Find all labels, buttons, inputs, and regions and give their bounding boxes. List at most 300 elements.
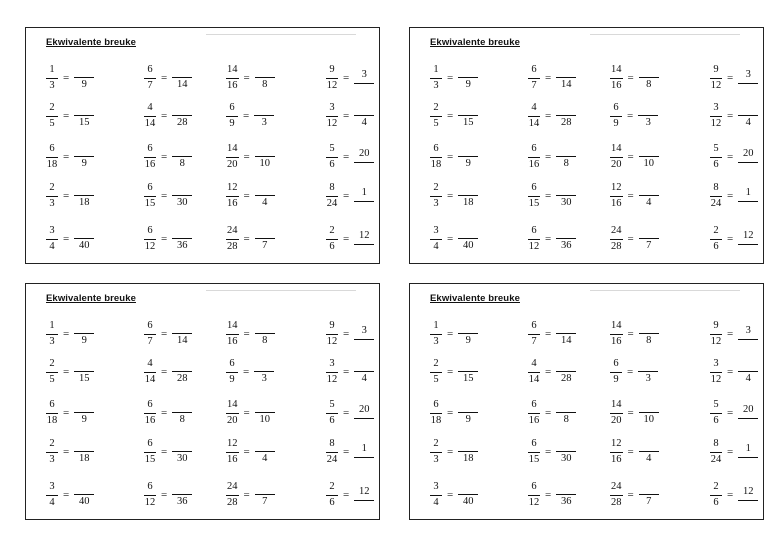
denominator: 16 xyxy=(528,158,540,170)
fraction-equation xyxy=(610,144,659,170)
fraction-equation xyxy=(430,144,478,170)
given-fraction xyxy=(46,482,58,508)
numerator xyxy=(74,321,94,334)
given-fraction xyxy=(46,400,58,426)
numerator xyxy=(255,183,275,196)
answer-fraction xyxy=(738,487,758,503)
answer-fraction xyxy=(354,326,374,342)
given-fraction xyxy=(144,144,156,170)
numerator xyxy=(172,144,192,157)
denominator: 8 xyxy=(179,414,185,426)
denominator: 3 xyxy=(433,79,439,91)
answer-fraction xyxy=(458,65,478,91)
denominator: 30 xyxy=(560,453,572,465)
denominator: 20 xyxy=(227,414,238,426)
denominator: 28 xyxy=(611,496,622,508)
denominator: 12 xyxy=(710,79,722,91)
denominator: 16 xyxy=(227,197,238,209)
denominator: 7 xyxy=(147,79,153,91)
fraction-equation xyxy=(144,321,192,347)
numerator xyxy=(74,103,94,116)
given-fraction xyxy=(326,400,338,426)
equals-sign: = xyxy=(727,109,734,122)
given-fraction xyxy=(226,439,239,465)
numerator xyxy=(556,439,576,452)
denominator xyxy=(739,458,757,460)
numerator: 9 xyxy=(710,65,722,79)
given-fraction xyxy=(528,103,540,129)
denominator: 18 xyxy=(78,197,90,209)
given-fraction xyxy=(430,226,442,252)
denominator: 9 xyxy=(229,373,235,385)
numerator xyxy=(354,103,374,116)
equals-sign: = xyxy=(63,189,70,202)
numerator: 12 xyxy=(354,231,374,245)
numerator xyxy=(556,226,576,239)
numerator: 12 xyxy=(738,487,758,501)
answer-fraction xyxy=(255,482,275,508)
given-fraction xyxy=(46,65,58,91)
denominator: 24 xyxy=(710,197,722,209)
numerator xyxy=(255,144,275,157)
given-fraction xyxy=(528,400,540,426)
equals-sign: = xyxy=(243,71,250,84)
numerator xyxy=(639,226,659,239)
answer-fraction xyxy=(738,359,758,385)
given-fraction xyxy=(610,226,623,252)
denominator: 24 xyxy=(326,453,338,465)
fraction-equation xyxy=(528,226,576,252)
numerator xyxy=(458,65,478,78)
numerator xyxy=(74,439,94,452)
given-fraction xyxy=(710,321,722,347)
numerator: 6 xyxy=(610,359,622,373)
numerator: 3 xyxy=(46,482,58,496)
denominator: 8 xyxy=(563,414,569,426)
equals-sign: = xyxy=(627,488,634,501)
equals-sign: = xyxy=(447,150,454,163)
numerator: 14 xyxy=(226,321,239,335)
denominator: 3 xyxy=(433,335,439,347)
equals-sign: = xyxy=(627,445,634,458)
denominator: 15 xyxy=(528,453,540,465)
given-fraction xyxy=(144,226,156,252)
equals-sign: = xyxy=(447,406,454,419)
denominator: 9 xyxy=(465,79,471,91)
denominator: 6 xyxy=(329,414,335,426)
worksheet-title: Ekwivalente breuke xyxy=(46,37,136,48)
answer-fraction xyxy=(74,482,94,508)
denominator: 14 xyxy=(144,117,156,129)
numerator: 3 xyxy=(354,326,374,340)
numerator xyxy=(556,65,576,78)
numerator xyxy=(172,439,192,452)
denominator: 5 xyxy=(49,117,55,129)
answer-fraction xyxy=(639,439,659,465)
given-fraction xyxy=(144,321,156,347)
numerator xyxy=(638,359,658,372)
numerator xyxy=(458,359,478,372)
answer-fraction xyxy=(556,103,576,129)
given-fraction xyxy=(430,482,442,508)
numerator: 2 xyxy=(46,103,58,117)
answer-fraction xyxy=(354,444,374,460)
denominator: 20 xyxy=(227,158,238,170)
numerator: 6 xyxy=(528,439,540,453)
equals-sign: = xyxy=(161,445,168,458)
equals-sign: = xyxy=(243,327,250,340)
fraction-equation xyxy=(430,321,478,347)
numerator: 14 xyxy=(610,144,623,158)
numerator: 1 xyxy=(430,321,442,335)
denominator: 6 xyxy=(329,158,335,170)
numerator xyxy=(556,482,576,495)
answer-fraction xyxy=(639,482,659,508)
numerator: 6 xyxy=(144,65,156,79)
given-fraction xyxy=(46,144,58,170)
fraction-equation xyxy=(710,103,758,129)
denominator: 4 xyxy=(745,373,751,385)
fraction-equation xyxy=(46,439,94,465)
denominator: 28 xyxy=(227,240,238,252)
fraction-equation xyxy=(430,400,478,426)
equals-sign: = xyxy=(727,71,734,84)
numerator: 1 xyxy=(354,444,374,458)
fraction-equation xyxy=(430,439,478,465)
numerator: 2 xyxy=(430,439,442,453)
denominator: 10 xyxy=(259,414,270,426)
answer-fraction xyxy=(458,103,478,129)
denominator xyxy=(355,163,373,165)
fraction-equation xyxy=(326,103,374,129)
equals-sign: = xyxy=(627,406,634,419)
answer-fraction xyxy=(458,482,478,508)
numerator xyxy=(74,359,94,372)
given-fraction xyxy=(326,103,338,129)
numerator: 20 xyxy=(354,149,374,163)
denominator: 9 xyxy=(81,335,87,347)
denominator xyxy=(739,84,757,86)
denominator: 4 xyxy=(433,240,439,252)
answer-fraction xyxy=(255,65,275,91)
given-fraction xyxy=(46,226,58,252)
given-fraction xyxy=(528,321,540,347)
given-fraction xyxy=(610,439,623,465)
answer-fraction xyxy=(556,226,576,252)
denominator: 28 xyxy=(560,373,572,385)
given-fraction xyxy=(430,439,442,465)
numerator xyxy=(639,144,659,157)
denominator: 6 xyxy=(713,158,719,170)
numerator xyxy=(255,65,275,78)
given-fraction xyxy=(710,144,722,170)
answer-fraction xyxy=(556,400,576,426)
denominator: 4 xyxy=(433,496,439,508)
equals-sign: = xyxy=(545,488,552,501)
denominator: 16 xyxy=(611,79,622,91)
given-fraction xyxy=(528,439,540,465)
numerator xyxy=(254,359,274,372)
answer-fraction xyxy=(254,103,274,129)
fraction-equation xyxy=(528,65,576,91)
denominator: 6 xyxy=(329,496,335,508)
numerator: 6 xyxy=(144,439,156,453)
given-fraction xyxy=(430,183,442,209)
numerator xyxy=(172,359,192,372)
numerator: 20 xyxy=(738,149,758,163)
numerator: 8 xyxy=(710,439,722,453)
numerator: 4 xyxy=(144,103,156,117)
worksheet-title: Ekwivalente breuke xyxy=(46,293,136,304)
denominator: 4 xyxy=(361,373,367,385)
denominator: 7 xyxy=(147,335,153,347)
answer-fraction xyxy=(638,359,658,385)
numerator xyxy=(74,482,94,495)
equals-sign: = xyxy=(243,445,250,458)
equals-sign: = xyxy=(447,109,454,122)
answer-fraction xyxy=(172,359,192,385)
given-fraction xyxy=(46,103,58,129)
fraction-equation xyxy=(710,144,758,170)
given-fraction xyxy=(326,359,338,385)
answer-fraction xyxy=(172,226,192,252)
fraction-equation xyxy=(144,65,192,91)
fraction-equation xyxy=(610,400,659,426)
answer-fraction xyxy=(74,144,94,170)
denominator: 30 xyxy=(176,197,188,209)
numerator: 6 xyxy=(528,482,540,496)
answer-fraction xyxy=(354,231,374,247)
equals-sign: = xyxy=(343,365,350,378)
fraction-equation xyxy=(710,183,758,209)
given-fraction xyxy=(610,65,623,91)
numerator xyxy=(556,400,576,413)
given-fraction xyxy=(528,144,540,170)
equals-sign: = xyxy=(447,445,454,458)
denominator: 12 xyxy=(528,240,540,252)
numerator: 6 xyxy=(46,144,58,158)
fraction-equation xyxy=(326,65,374,91)
answer-fraction xyxy=(172,65,192,91)
equals-sign: = xyxy=(161,406,168,419)
answer-fraction xyxy=(639,144,659,170)
equals-sign: = xyxy=(343,406,350,419)
numerator xyxy=(172,226,192,239)
fraction-equation xyxy=(226,65,275,91)
equals-sign: = xyxy=(63,406,70,419)
denominator: 40 xyxy=(462,240,474,252)
denominator: 4 xyxy=(361,117,367,129)
denominator: 18 xyxy=(46,158,58,170)
numerator xyxy=(172,65,192,78)
numerator: 2 xyxy=(430,103,442,117)
fraction-equation xyxy=(46,482,94,508)
given-fraction xyxy=(430,103,442,129)
equals-sign: = xyxy=(727,488,734,501)
numerator xyxy=(458,103,478,116)
fraction-equation xyxy=(326,183,374,209)
numerator xyxy=(556,103,576,116)
given-fraction xyxy=(610,103,622,129)
worksheet-card xyxy=(25,283,380,520)
numerator: 14 xyxy=(226,65,239,79)
denominator: 12 xyxy=(710,373,722,385)
numerator xyxy=(354,359,374,372)
denominator: 4 xyxy=(646,453,652,465)
answer-fraction xyxy=(172,482,192,508)
given-fraction xyxy=(430,359,442,385)
equals-sign: = xyxy=(627,365,634,378)
fraction-equation xyxy=(144,144,192,170)
numerator: 6 xyxy=(46,400,58,414)
numerator: 4 xyxy=(528,359,540,373)
answer-fraction xyxy=(458,321,478,347)
equals-sign: = xyxy=(343,150,350,163)
denominator: 15 xyxy=(462,373,474,385)
denominator: 36 xyxy=(560,240,572,252)
denominator: 10 xyxy=(259,158,270,170)
answer-fraction xyxy=(74,321,94,347)
numerator: 9 xyxy=(326,65,338,79)
equals-sign: = xyxy=(161,488,168,501)
equals-sign: = xyxy=(545,232,552,245)
numerator xyxy=(556,321,576,334)
equals-sign: = xyxy=(243,488,250,501)
numerator: 14 xyxy=(610,400,623,414)
numerator: 3 xyxy=(430,482,442,496)
denominator: 14 xyxy=(560,79,572,91)
denominator: 12 xyxy=(326,335,338,347)
numerator: 6 xyxy=(610,103,622,117)
denominator: 8 xyxy=(563,158,569,170)
given-fraction xyxy=(326,482,338,508)
denominator: 28 xyxy=(227,496,238,508)
denominator: 3 xyxy=(645,373,651,385)
denominator: 12 xyxy=(326,117,338,129)
equals-sign: = xyxy=(727,189,734,202)
equals-sign: = xyxy=(161,232,168,245)
numerator xyxy=(639,65,659,78)
equals-sign: = xyxy=(243,406,250,419)
fraction-equation xyxy=(528,359,576,385)
given-fraction xyxy=(226,103,238,129)
denominator: 16 xyxy=(227,453,238,465)
given-fraction xyxy=(528,482,540,508)
fraction-equation xyxy=(226,226,275,252)
answer-fraction xyxy=(639,65,659,91)
equals-sign: = xyxy=(63,365,70,378)
denominator: 14 xyxy=(560,335,572,347)
fraction-equation xyxy=(326,359,374,385)
equals-sign: = xyxy=(243,189,250,202)
numerator: 1 xyxy=(738,188,758,202)
denominator: 36 xyxy=(176,496,188,508)
denominator: 14 xyxy=(528,117,540,129)
fraction-equation xyxy=(226,144,275,170)
fraction-equation xyxy=(326,400,374,426)
given-fraction xyxy=(144,439,156,465)
given-fraction xyxy=(226,183,239,209)
numerator: 9 xyxy=(326,321,338,335)
answer-fraction xyxy=(74,439,94,465)
numerator: 14 xyxy=(610,321,623,335)
equals-sign: = xyxy=(63,71,70,84)
answer-fraction xyxy=(74,103,94,129)
fraction-equation xyxy=(610,226,659,252)
numerator xyxy=(172,400,192,413)
answer-fraction xyxy=(556,65,576,91)
answer-fraction xyxy=(255,144,275,170)
numerator: 2 xyxy=(430,183,442,197)
denominator xyxy=(355,202,373,204)
denominator: 16 xyxy=(227,335,238,347)
denominator: 7 xyxy=(262,240,268,252)
denominator: 18 xyxy=(430,414,442,426)
answer-fraction xyxy=(556,482,576,508)
fraction-equation xyxy=(226,400,275,426)
equals-sign: = xyxy=(63,150,70,163)
given-fraction xyxy=(226,144,239,170)
denominator: 7 xyxy=(531,79,537,91)
answer-fraction xyxy=(354,70,374,86)
numerator: 1 xyxy=(46,321,58,335)
numerator xyxy=(639,321,659,334)
equals-sign: = xyxy=(545,71,552,84)
fraction-equation xyxy=(610,321,659,347)
given-fraction xyxy=(144,183,156,209)
equals-sign: = xyxy=(627,327,634,340)
denominator: 8 xyxy=(646,79,652,91)
numerator: 2 xyxy=(46,439,58,453)
numerator xyxy=(458,226,478,239)
answer-fraction xyxy=(458,359,478,385)
answer-fraction xyxy=(354,149,374,165)
denominator: 28 xyxy=(611,240,622,252)
given-fraction xyxy=(144,65,156,91)
fraction-equation xyxy=(326,144,374,170)
answer-fraction xyxy=(172,400,192,426)
numerator: 14 xyxy=(226,144,239,158)
denominator: 14 xyxy=(176,335,188,347)
fraction-equation xyxy=(326,482,374,508)
equals-sign: = xyxy=(727,232,734,245)
exercise-grid xyxy=(26,28,379,263)
given-fraction xyxy=(710,482,722,508)
numerator: 12 xyxy=(610,439,623,453)
denominator: 14 xyxy=(144,373,156,385)
numerator: 3 xyxy=(430,226,442,240)
numerator: 2 xyxy=(430,359,442,373)
numerator xyxy=(458,439,478,452)
fraction-equation xyxy=(528,439,576,465)
answer-fraction xyxy=(74,359,94,385)
numerator xyxy=(639,482,659,495)
answer-fraction xyxy=(639,321,659,347)
numerator: 9 xyxy=(710,321,722,335)
equals-sign: = xyxy=(343,189,350,202)
denominator xyxy=(355,501,373,503)
denominator: 8 xyxy=(646,335,652,347)
numerator: 14 xyxy=(610,65,623,79)
equals-sign: = xyxy=(545,150,552,163)
denominator: 36 xyxy=(560,496,572,508)
denominator: 6 xyxy=(713,414,719,426)
denominator xyxy=(355,340,373,342)
answer-fraction xyxy=(172,183,192,209)
denominator: 3 xyxy=(261,373,267,385)
numerator xyxy=(738,359,758,372)
denominator xyxy=(355,84,373,86)
